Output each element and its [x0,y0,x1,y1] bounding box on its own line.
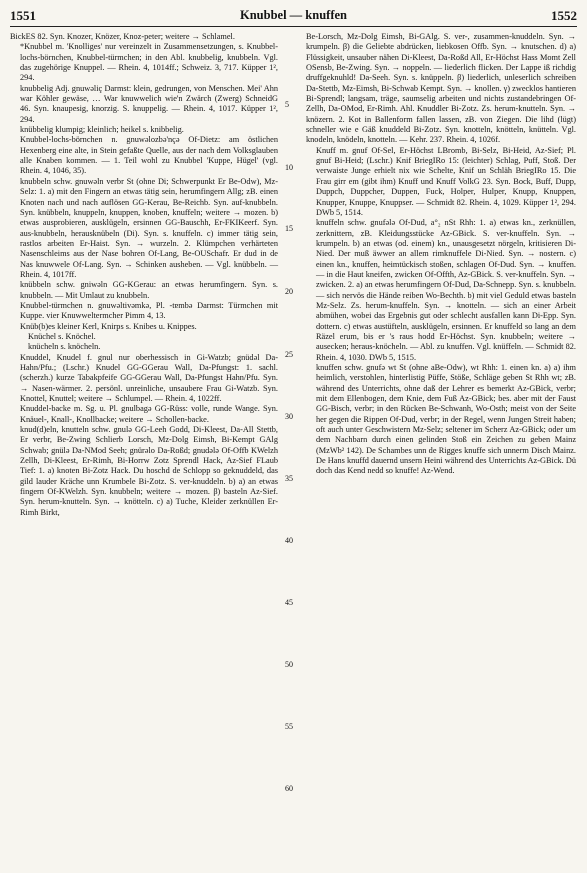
line-number: 35 [285,474,293,483]
page-number-left: 1551 [10,8,36,23]
entry: Knuddel-backe m. Sg. u. Pl. gnulbagə GG-Rüss: volle, runde Wange. Syn. Knäuel-, Knall-, Knollbacke; weitere → Schollen-backe. [20,404,278,424]
running-title: Knubbel — knuffen [240,8,347,22]
entry: Knuddel, Knudel f. gnul nur oberhessisch in Gi-Watzb; gnüdəl Da-Hahn/Pfu.; (Lschr.) Knudel GG-GGerau Wall, Da-Pfungst: 1. sachl. (scherzh.) kurze Tabakpfeife GG-GGerau Wall, Da-Pfungst Hahn/Pfu. Syn. → Nasen-wärmer. 2. persönl. unreinliche, unsaubere Frau Gi-Watzb. Syn. Knottel, Knuttel; weitere → Schlumpel. — Rhein. 4, 1022ff. [20,352,278,404]
line-number: 50 [285,660,293,669]
entry: knübbeln schw. gniwəln GG-KGerau: an etwas herumfingern. Syn. s. knubbeln. — Mit Umlaut zu knubbeln. [20,280,278,300]
line-number: 10 [285,163,293,172]
line-number: 15 [285,224,293,233]
line-number: 5 [285,100,289,109]
line-number: 25 [285,350,293,359]
line-number: 40 [285,536,293,545]
entry: Knuff m. gnuf Of-Sel, Er-Höchst LBromb, Bi-Selz, Bi-Heid, Az-Sief; Pl. gnuf Bi-Heid; (Lschr.) Knif BriegIRo 15: (leichter) Schlag, Puff, Stoß. Der verwaiste Junge erhielt nix wie Schelte, Knif un Schläh BriegIRo 15. Die Frau girr em (gibt ihm) Knuff und Knuff VolkG 23. Syn. Bock, Buff, Dupp, Duppch, Duppcher, Duppen, Fuck, Holper, Hulper, Knupp, Knuppen, Knupper, Knuppe, Knuppser. — Schmidt 82. Rhein. 4, 1029. Küpper 1², 294. DWb 5, 1514. [316,145,576,217]
entry: knubbelig Adj. gnuwəliç Darmst: klein, gedrungen, von Menschen. Mei' Ahn war Köhler gewäse, … War knuwwelich wie'n Zwärch (Zwerg) SchneidG 46. Syn. knaupesig, knorzig. S. knuppelig. — Rhein. 4, 1017. Küpper 1², 294. [20,83,278,124]
entry: knuffeln schw. gnufələ Of-Dud, a°₂ nSt Rhh: 1. a) etwas kn., zerknüllen, zerknittern, zB. Kleidungsstücke Az-GBick. S. ver-knuffeln. Syn. → krumpeln. b) an etwas (od. einem) kn., unausgesetzt nörgeln, kritisieren Di-Nied. Der muß äwwer an allem rimknuffele Di-Nied. Syn. → nostern. c) einen kn., knuffen, heimtückisch stoßen, schlagen Of-Dud. Syn. → knuffen. — in die Haut kneifen, zwicken Of-Offth, Az-GBick. S. ver-knuffeln. Syn. → zwicken. 2. a) an etwas herumfingern Of-Dud, Da-Schnepp. Syn. s. knubbeln. — sich nervös die Hände reiben Wo-Bechth. b) mit viel Geduld etwas basteln Mz-Selz. Zs. herum-knuffeln. Syn. → knotteln. — sich an einer Arbeit abmühen, wobei das Ergebnis gut oder schlecht ausfallen kann Di-Epp. Syn. dottern. c) etwas austüfteln, ausklügeln, ersinnen. Er knuffeld so lang an dem Räzel erum, bis er 's raus hodd Er-Höchst. Syn. knubbeln; weitere → ausecken; heraus-knöcheln. — Abl. zu knuffen. Vgl. knüffeln. — Schmidt 82. Rhein. 4, 1030. DWb 5, 1515. [316,218,576,362]
page-number-right: 1552 [551,8,577,23]
entry: Be-Lorsch, Mz-Dolg Eimsh, Bi-GAlg. S. ver-, zusammen-knuddeln. Syn. → krumpeln. β) die Geliebte abdrücken, liebkosen Offb. Syn. → knutschen. d) a) Flüssigkeit, unsauber nähen Di-Kleest, Da-Roßd All, Er-Höchst Hass Momt Zell OSensb, Be-Zwing. Syn. → noppeln. — liederlich flicken. Der Lappe iß richdig druffgeknuhld! Da-Seeh. Syn. s. knüppeln. β) liederlich, unleserlich schreiben Da-Stettb, Mz-Eimsh, Bi-Schwab Kempt. Syn. → knollen. γ) zwecklos hantieren Bi-Sprendl; langsam, träge, saumselig arbeiten und nichts zustandebringen Of-Zellh, Da-OMod, Er-Rimh. Ahl. Knuddler Bi-Zotz. Zs. herum-knutteln. Syn. → knözern. 2. Kot in Ballenform fallen lassen, zB. von Ziegen. Die lihd (lügt) schneller wie e Gäß knuddeld Bi-Zotz. Syn. knotteln, knötteln, knütteln. Vgl. knodeln, knödeln, knotteln. — Kehr. 237. Rhein. 4, 1026f. [306,32,576,145]
entry: Knüb(b)es kleiner Kerl, Knirps s. Knibes u. Knippes. [20,321,197,331]
entry: Knubbel-türmchen n. gnuwəltivəmkə, Pl. -tɐmbə Darmst: Türmchen mit Kuppe. vier Knuwweltermcher Pimm 4, 13. [20,300,278,321]
line-number: 20 [285,287,293,296]
entry: knübbelig klumpig; kleinlich; heikel s. knibbelig. [20,125,184,135]
page-header [10,8,577,24]
entry: knubbeln schw. gnuwəln verbr St (ohne Di; Schwerpunkt Er Be-Odw), Mz-Selz: 1. a) mit den Fingern an etwas tätig sein, herumfingern Allg; zB. einen Knoten nach und nach auflösen GG-Kerau, Be-Reichb. Syn. auf-knubbeln. Syn. knübbeln, knuppeln, knuppen, knoben, knuffeln; weitere → mozen. b) etwas ausprobieren, ausklügeln, ersinnen GG-Bauschh, Er-FKIKeerf. Syn. aus-knubbeln, herausknübeln (Di). Syn. s. knuffeln. c) immer tätig sein, rastlos arbeiten Er-Haist. Syn. → wurzeln. 2. Klümpchen verhärteten Nasenschleims aus der Nase bohren Of-Lang, Be-OUSchafr. Er dud in de Nas knuwwele Of-Lang. Syn. → Schinken ausheben. — Vgl. knübbeln. — Rhein. 4, 1017ff. [20,176,278,279]
entry: knuffen schw. gnufə wt St (ohne aBe-Odw), wt Rhh: 1. einen kn. a) a) ihm heimlich, verstohlen, hinterlistig Püffe, Stöße, Schläge geben St Rhh wt; zB. während des Unterrichts, ohne daß der Lehrer es bemerkt Az-GBick, verbr; mit dem Ellenbogen, dem Knie, dem Fuß Az-GBick; bes. aber mit der Faust GG-Bisch, verbr; in den Rücken Be-Schwanh, Wo-Osth; meist von der Seite her gegen die Rippen Of-Dud, verbr; in der Regel, wenn Jungen Streit haben; oft auch unter Geschwistern Mz-Selz; seltener im Scherz Az-GBick; oder um dem Nachbarn durch einen gelinden Stoß ein Zeichen zu geben Mainz (MzWb² 142). De Schambes unn de Rigges knuffe sich unnerm Disch Mainz. De Hans knuffd dauernd unsern Heini während des Unterrichts Az-GBick. Dü doch das Kend nedd so knuffe! Az-Wend. [316,363,576,476]
line-number: 60 [285,784,293,793]
entry: *Knubbel m. 'Knolliges' nur vereinzelt in Zusammensetzungen, s. Knubbel-lochs-börnchen, Knubbel-türmchen; in den Abl. knubbelig, knubbeln. Vgl. das zugehörige Knuppel. — Rhein. 4, 1014ff.; Schweiz. 3, 717. Küpper 1², 294. [20,42,278,83]
line-number: 45 [285,598,293,607]
entry: BickES 82. Syn. Knozer, Knözer, Knoz-peter; weitere → Schlamel. [10,32,235,41]
entry: knud(d)eln, knutteln schw. gnulə GG-Leeh Godd, Di-Kleest, Da-All Stettb, Er verbr, Be-Zwing Schlierb Lorsch, Mz-Dolg Eimsh, Bi-Kempt GAlg Schwab; gnülə Da-NMod Seeh; gnürəlo Da-Roßd; gnudələ Of-Offb KWelzh Zellh, Di-Kleest, Er-Rimh, Bi-Horrw Zotz Sprendl Hack, Az-Sief FLaub Tief: 1. a) knoten Bi-Zotz Hack. Du hoschd de Schlopp so geknuddeld, das gild lauder Kräche unn Krumbele Bi-Zotz. S. ver-knuddeln. b) a) an etwas fingern Of-KWelzh. Syn. knubbeln; weitere → mozen. β) basteln Az-Sief. Syn. herum-knutteln. Syn. → knötteln. c) a) Tuche, Kleider zerknüllen Er-Rimh Birkt, [20,425,278,517]
entry: Knubbel-lochs-börnchen n. gnuwəlozbə'nçə Of-Dietz: am östlichen Hexenberg eine alte, in Stein gefaßte Quelle, aus der nach dem Volksglauben alle Knaben kommen. — 1. Teil wohl zu Knubbel 'Kuppe, Hügel' (vgl. Rhein. 4, 1046, 35). [20,135,278,176]
line-number: 30 [285,412,293,421]
header-rule [10,26,577,27]
entry: Knüchel s. Knöchel. [28,331,96,341]
line-number: 55 [285,722,293,731]
right-column [306,32,576,477]
left-column [10,32,278,518]
entry: knücheln s. knöcheln. [28,342,101,352]
